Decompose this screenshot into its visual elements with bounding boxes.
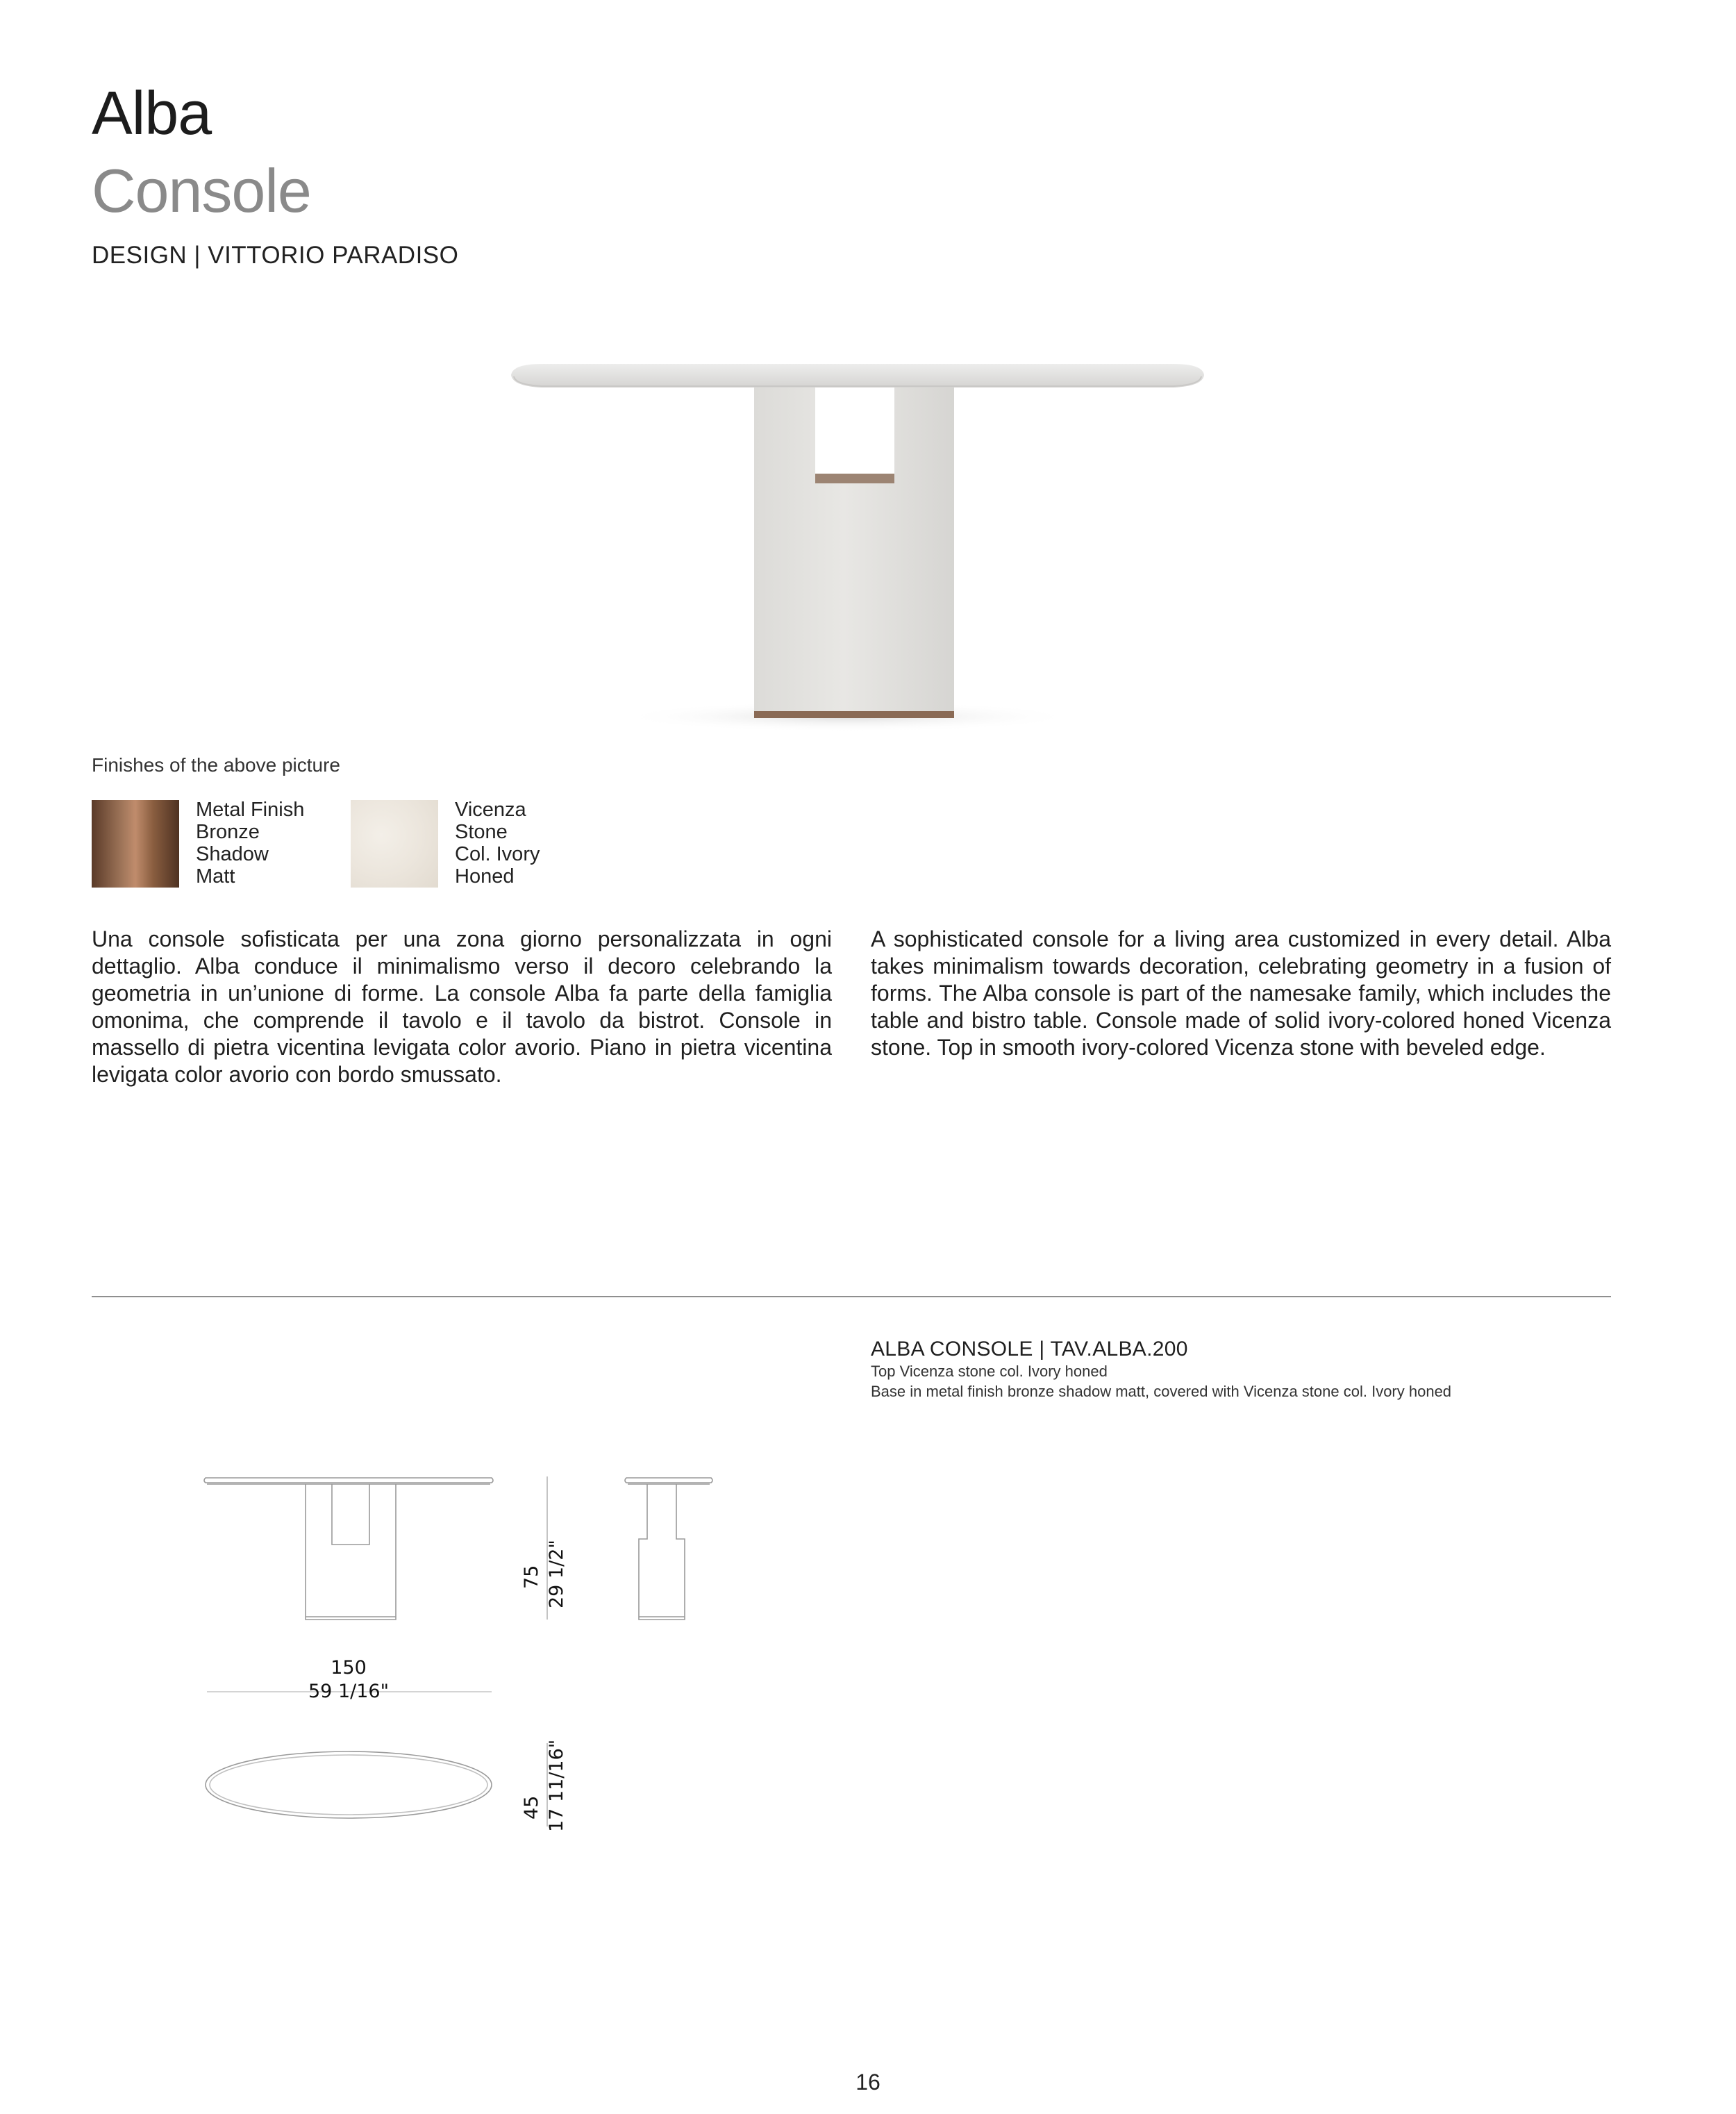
bronze-slot: [815, 474, 894, 483]
designer-credit: DESIGN | VITTORIO PARADISO: [92, 242, 459, 269]
product-top-spec: Top Vicenza stone col. Ivory honed: [871, 1363, 1108, 1380]
plan-view: [206, 1751, 492, 1818]
bronze-base-ring: [754, 711, 954, 718]
finishes-heading: Finishes of the above picture: [92, 754, 340, 776]
console-top: [511, 364, 1204, 388]
product-title: Alba: [92, 78, 212, 147]
description-english: A sophisticated console for a living area customized in every detail. Alba takes minimalism towards decoration, celebrating geometry in a fusion of forms. The Alba console is part of the namesake family, which includes the table and bistro table. Console made of solid ivory-colored honed Vicenza stone. Top in smooth ivory-colored Vicenza stone with beveled edge.: [871, 926, 1611, 1060]
product-base-spec: Base in metal finish bronze shadow matt, covered with Vicenza stone col. Ivory honed: [871, 1383, 1452, 1400]
bronze-finish-label: Metal Finish Bronze Shadow Matt: [196, 799, 305, 888]
stone-finish-label: Vicenza Stone Col. Ivory Honed: [455, 799, 540, 888]
depth-cm-label: 45: [521, 1795, 542, 1820]
height-in-label: 29 1/2": [546, 1540, 567, 1608]
section-divider: [92, 1296, 1611, 1297]
slot-shadow: [815, 388, 894, 474]
ivory-stone-swatch: [351, 800, 438, 888]
width-in-label: 59 1/16": [308, 1681, 389, 1702]
description-italian: Una console sofisticata per una zona giorno personalizzata in ogni dettaglio. Alba conduce il minimalismo verso il decoro celebrando la geometria in un’unione di forme. La console Alba fa parte della famiglia omonima, che comprende il tavolo e il tavolo da bistrot. Console in massello di pietra vicentina levigata color avorio. Piano in pietra vicentina levigata color avorio con bordo smussato.: [92, 926, 832, 1087]
product-category: Console: [92, 156, 311, 225]
width-cm-label: 150: [331, 1657, 367, 1679]
bronze-swatch: [92, 800, 179, 888]
product-code: ALBA CONSOLE | TAV.ALBA.200: [871, 1338, 1188, 1360]
console-product-image: [486, 333, 1236, 750]
page-number: 16: [856, 2070, 880, 2095]
side-elevation: [625, 1478, 712, 1620]
front-elevation: [204, 1478, 493, 1620]
depth-in-label: 17 11/16": [546, 1739, 567, 1832]
height-cm-label: 75: [521, 1565, 542, 1589]
technical-drawings: [194, 1465, 722, 1854]
